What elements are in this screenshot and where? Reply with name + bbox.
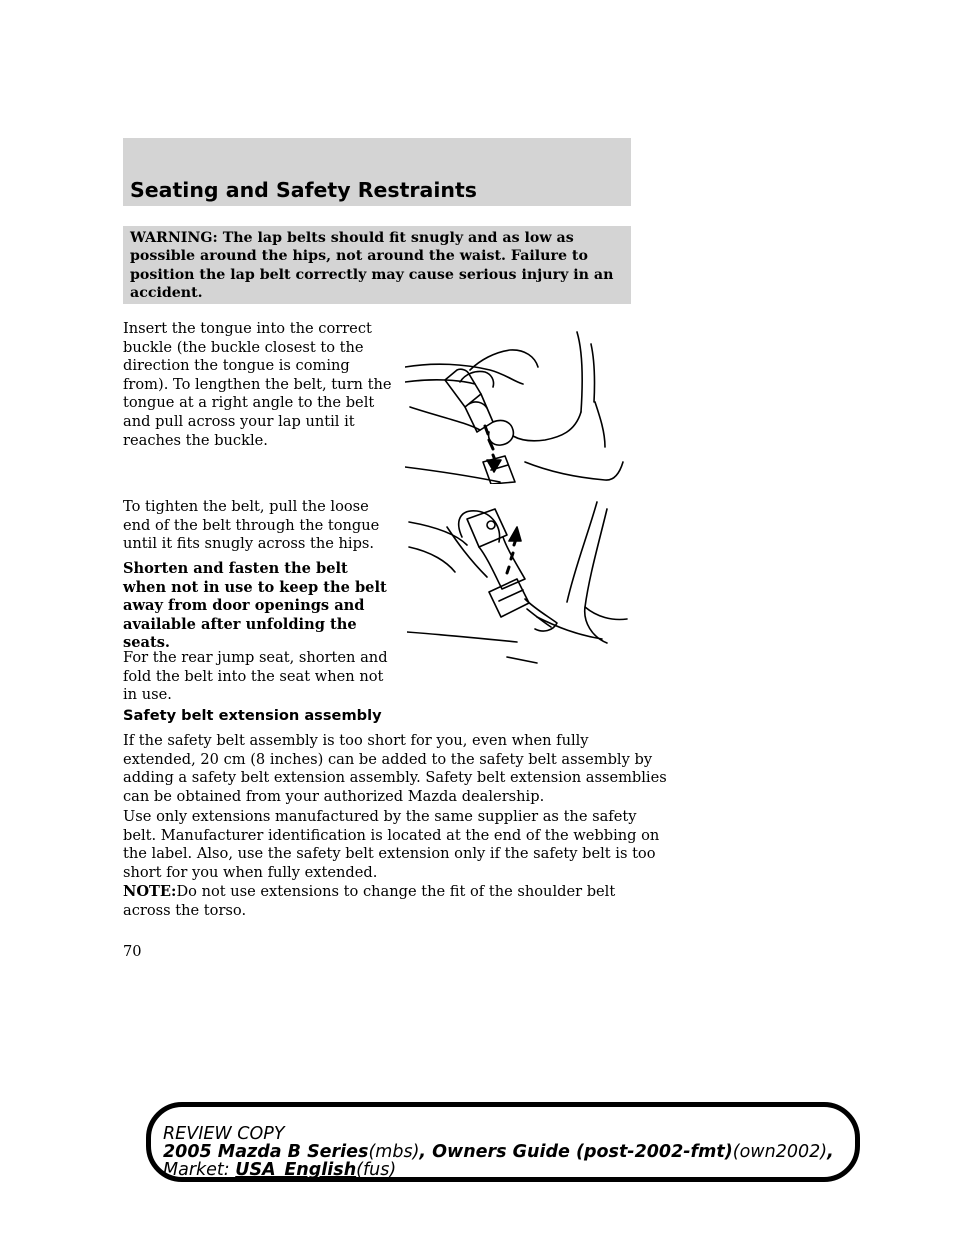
text-line: in use.: [123, 686, 172, 704]
text-line: direction the tongue is coming: [123, 357, 350, 375]
footer-model: 2005 Mazda B Series: [163, 1142, 369, 1162]
text-line: If the safety belt assembly is too short for you, even when fully: [123, 732, 589, 749]
shorten-fasten-paragraph: [123, 560, 387, 653]
text-line: can be obtained from your authorized Mazda dealership.: [123, 787, 545, 805]
text-line: away from door openings and: [123, 597, 365, 615]
text-line: seats.: [123, 634, 170, 652]
insert-tongue-paragraph: [123, 320, 392, 450]
text-line: buckle (the buckle closest to the: [123, 338, 364, 356]
warning-line: accident.: [130, 284, 203, 301]
note-paragraph: [123, 883, 615, 920]
warning-line: possible around the hips, not around the waist. Failure to: [130, 248, 588, 265]
text-line: tongue at a right angle to the belt: [123, 394, 375, 412]
footer-review-line: [163, 1124, 285, 1144]
text-line: fold the belt into the seat when not: [123, 667, 384, 685]
footer-separator: ,: [827, 1142, 834, 1162]
footer-market: USA_English: [235, 1160, 357, 1180]
extension-paragraph-2: [123, 808, 659, 882]
insert-tongue-illustration: [405, 322, 630, 484]
text-line: Insert the tongue into the correct: [123, 320, 372, 337]
text-line: until it fits snugly across the hips.: [123, 535, 375, 553]
tighten-belt-paragraph: [123, 498, 379, 554]
note-line: [123, 883, 615, 902]
footer-guide-code: (own2002): [732, 1142, 828, 1162]
footer-separator: ,: [419, 1142, 433, 1162]
text-line: adding a safety belt extension assembly. Safety belt extension assemblies: [123, 769, 667, 787]
footer-model-code: (mbs): [368, 1142, 420, 1162]
footer-market-code: (fus): [356, 1160, 397, 1180]
tighten-belt-illustration: [407, 497, 629, 665]
text-line: To tighten the belt, pull the loose: [123, 498, 369, 515]
text-line: and pull across your lap until it: [123, 412, 355, 430]
warning-line: WARNING: The lap belts should fit snugly and as low as: [130, 230, 574, 246]
extension-paragraph-1: [123, 732, 667, 806]
rear-jump-seat-paragraph: [123, 649, 388, 705]
text-line: For the rear jump seat, shorten and: [123, 649, 388, 666]
note-line: across the torso.: [123, 901, 247, 919]
footer-market-label: Market:: [163, 1160, 236, 1180]
note-text: Do not use extensions to change the fit of the shoulder belt: [176, 883, 616, 900]
warning-text: [130, 229, 620, 302]
footer-model-line: [163, 1142, 834, 1162]
section-title: Seating and Safety Restraints: [130, 178, 477, 202]
text-line: belt. Manufacturer identification is located at the end of the webbing on: [123, 826, 660, 844]
note-label: NOTE:: [123, 883, 177, 900]
text-line: available after unfolding the: [123, 615, 357, 633]
text-line: extended, 20 cm (8 inches) can be added to the safety belt assembly by: [123, 750, 653, 768]
footer-market-line: [163, 1160, 396, 1180]
text-line: Use only extensions manufactured by the same supplier as the safety: [123, 808, 637, 825]
text-line: short for you when fully extended.: [123, 863, 378, 881]
text-line: when not in use to keep the belt: [123, 578, 387, 596]
footer-review-copy: REVIEW COPY: [163, 1124, 285, 1144]
footer-guide: Owners Guide (post-2002-fmt): [432, 1142, 733, 1162]
text-line: the label. Also, use the safety belt extension only if the safety belt is too: [123, 845, 656, 863]
text-line: end of the belt through the tongue: [123, 516, 380, 534]
extension-heading: Safety belt extension assembly: [123, 707, 382, 724]
warning-line: position the lap belt correctly may cause serious injury in an: [130, 266, 614, 283]
page-number: 70: [123, 943, 142, 960]
text-line: from). To lengthen the belt, turn the: [123, 375, 392, 393]
text-line: Shorten and fasten the belt: [123, 560, 348, 577]
text-line: reaches the buckle.: [123, 431, 268, 449]
